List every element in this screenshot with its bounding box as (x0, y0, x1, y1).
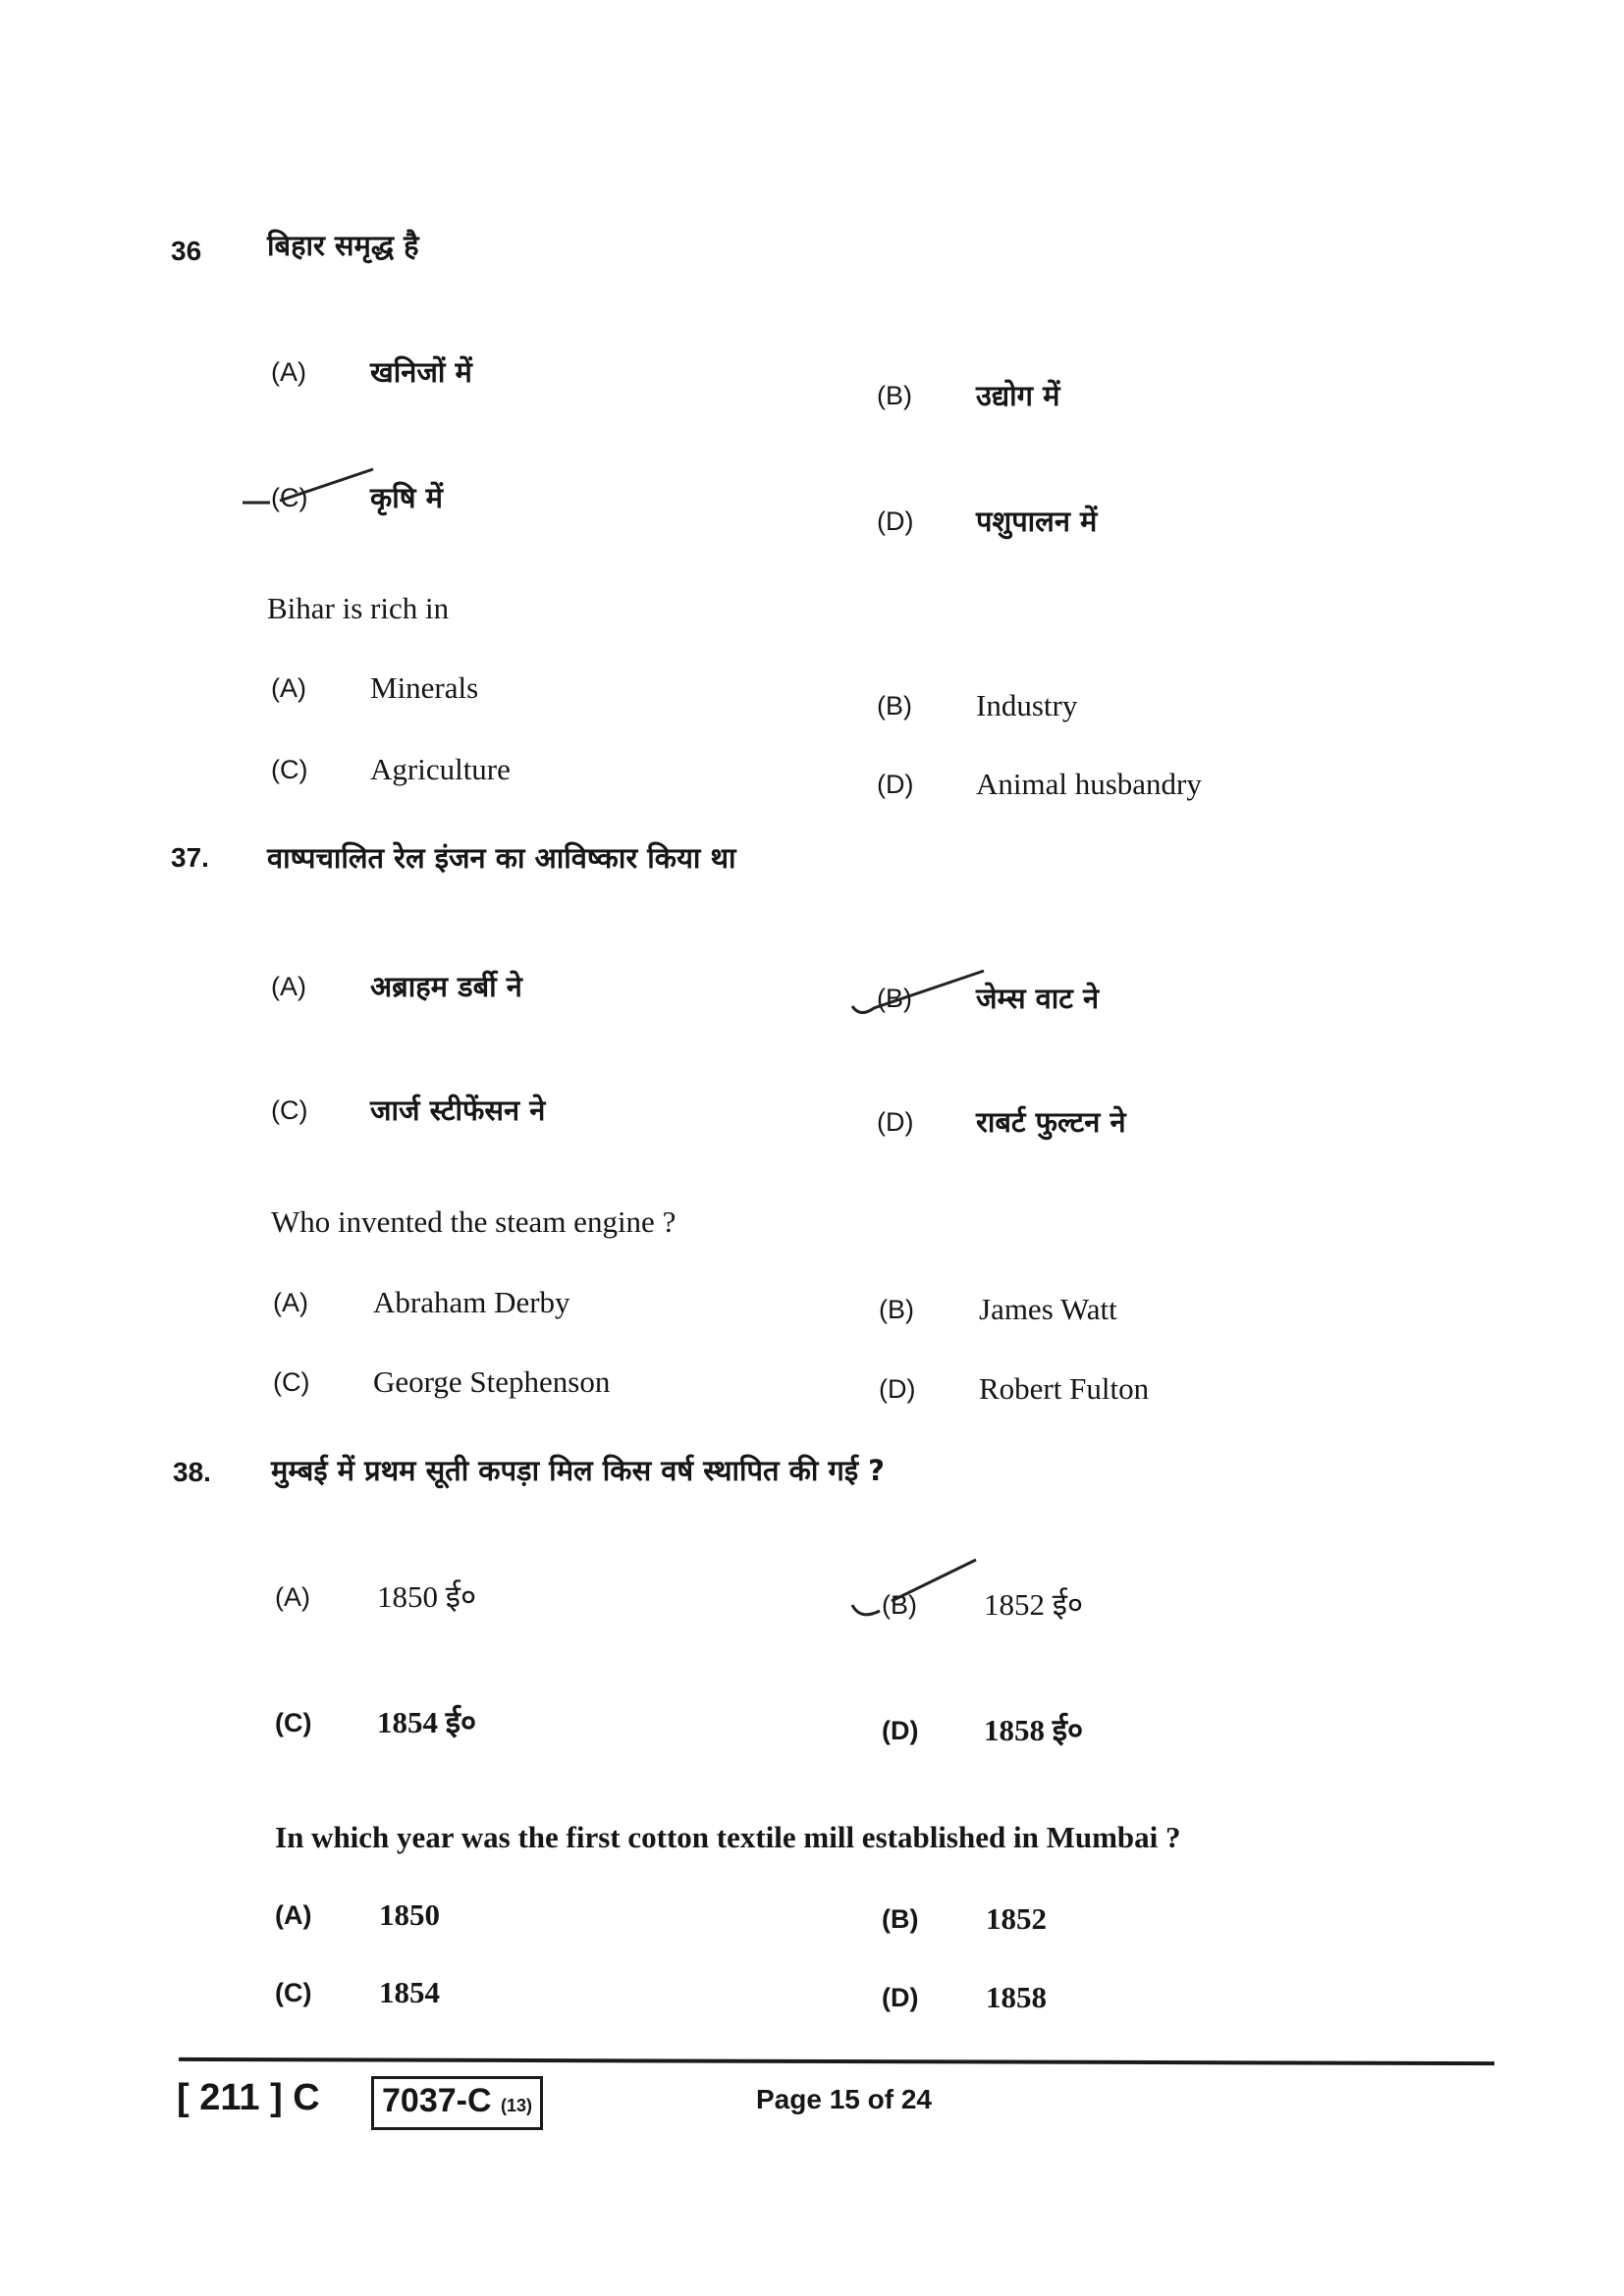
option-label: (A) (275, 1900, 312, 1930)
option-text: 1858 (986, 1980, 1047, 2014)
option-label: (C) (275, 1708, 312, 1737)
option-text: जेम्स वाट ने (976, 982, 1100, 1015)
option-text: 1854 (379, 1975, 440, 2009)
option-label: (C) (273, 1367, 310, 1397)
question-number: 38. (173, 1457, 211, 1487)
option-text: Industry (976, 688, 1078, 722)
option-label: (C) (275, 1978, 312, 2007)
option-label: (B) (882, 1904, 919, 1934)
answer-tick-mark-icon (241, 461, 378, 520)
option-label: (D) (877, 1107, 914, 1137)
option-text: Robert Fulton (979, 1371, 1150, 1406)
option-label: (B) (877, 691, 912, 721)
question-text-english: Bihar is rich in (267, 591, 450, 625)
option-text: पशुपालन में (976, 505, 1098, 538)
option-text: 1852 ई० (984, 1587, 1084, 1622)
option-text: Animal husbandry (976, 767, 1202, 801)
option-label: (A) (271, 357, 306, 387)
question-number: 36 (171, 236, 202, 266)
page-number: Page 15 of 24 (756, 2084, 932, 2114)
question-text-english: Who invented the steam engine ? (271, 1204, 677, 1239)
option-label: (C) (271, 755, 308, 784)
option-label: (B) (877, 381, 912, 410)
answer-tick-mark-icon (846, 1556, 984, 1625)
option-label: (A) (271, 673, 306, 703)
option-text: George Stephenson (373, 1364, 611, 1399)
option-text: खनिजों में (370, 355, 472, 389)
option-label: (A) (271, 972, 306, 1001)
option-text: Abraham Derby (373, 1285, 570, 1319)
option-text: जार्ज स्टीफेंसन ने (370, 1094, 546, 1127)
question-number: 37. (171, 842, 209, 873)
option-label: (C) (271, 483, 308, 512)
option-label: (D) (882, 1716, 919, 1745)
option-label: (C) (271, 1095, 308, 1125)
question-text-hindi: बिहार समृद्ध है (267, 229, 419, 262)
option-text: 1858 ई० (984, 1713, 1084, 1747)
option-label: (B) (877, 984, 912, 1013)
option-text: 1850 ई० (377, 1579, 477, 1614)
option-label: (A) (273, 1288, 308, 1317)
footer-divider (179, 2057, 1494, 2065)
option-text: राबर्ट फुल्टन ने (976, 1105, 1126, 1139)
footer-code: 7037-C (382, 2082, 492, 2119)
option-text: 1852 (986, 1901, 1047, 1936)
footer-code-sub: (13) (500, 2096, 532, 2115)
footer-series: [ 211 ] C (177, 2077, 320, 2118)
option-text: उद्योग में (976, 379, 1060, 412)
option-label: (D) (879, 1374, 916, 1404)
option-text: Minerals (370, 670, 479, 705)
option-label: (B) (882, 1590, 917, 1620)
question-text-english: In which year was the first cotton textile mill established in Mumbai ? (275, 1820, 1181, 1854)
option-text: James Watt (979, 1292, 1117, 1326)
option-text: Agriculture (370, 752, 511, 786)
option-text: 1850 (379, 1897, 440, 1932)
question-text-hindi: मुम्बई में प्रथम सूती कपड़ा मिल किस वर्ष स्थापित की गई ? (271, 1454, 885, 1487)
option-text: कृषि में (370, 481, 443, 514)
option-label: (D) (877, 770, 914, 799)
option-text: 1854 ई० (377, 1705, 477, 1739)
question-text-hindi: वाष्पचालित रेल इंजन का आविष्कार किया था (267, 841, 736, 875)
answer-tick-mark-icon (846, 967, 994, 1026)
option-label: (B) (879, 1295, 914, 1324)
option-label: (D) (877, 507, 914, 536)
option-text: अब्राहम डर्बी ने (370, 970, 522, 1003)
footer-code-box (371, 2076, 543, 2130)
option-label: (A) (275, 1582, 310, 1612)
option-label: (D) (882, 1983, 919, 2012)
